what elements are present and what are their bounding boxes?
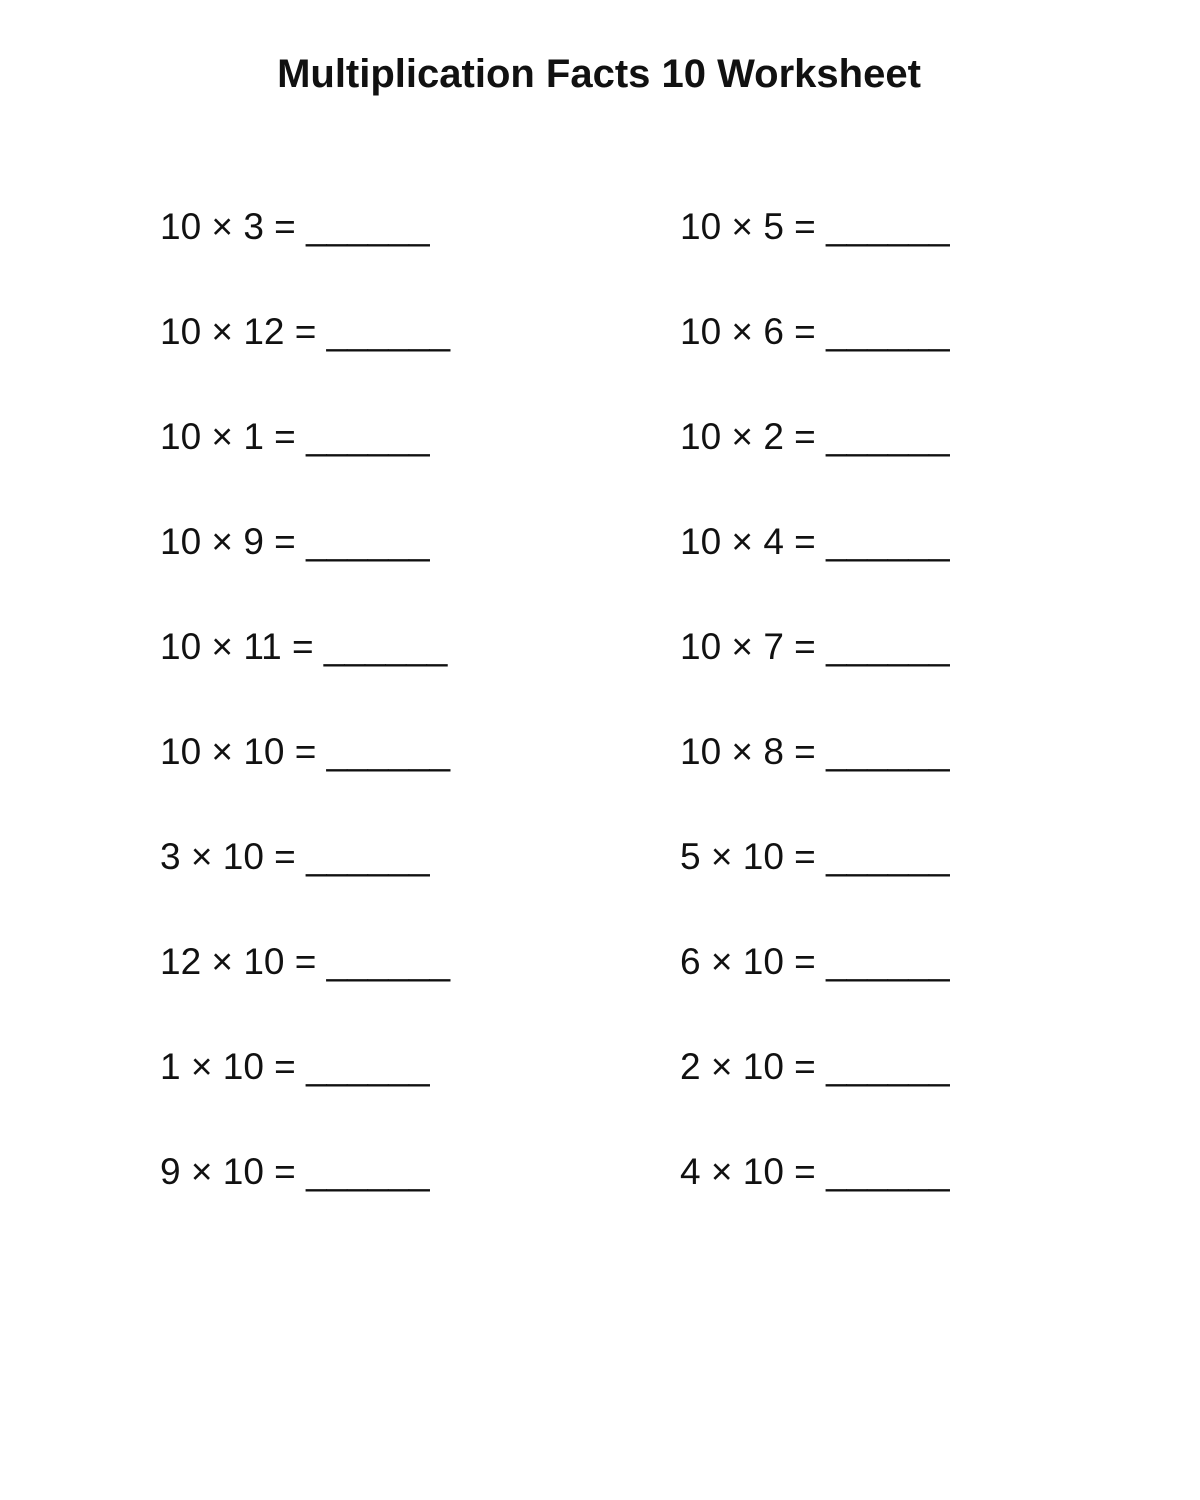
problem-expression: 10 × 8 =: [680, 731, 827, 772]
problem-expression: 2 × 10 =: [680, 1046, 827, 1087]
answer-blank: ______: [826, 941, 950, 982]
answer-blank: ______: [826, 1046, 950, 1087]
problem-expression: 1 × 10 =: [160, 1046, 307, 1087]
problem-grid: [160, 201, 1060, 1251]
answer-blank: ______: [826, 521, 950, 562]
problem-expression: 4 × 10 =: [680, 1151, 827, 1192]
problem-right: [680, 1146, 1060, 1251]
answer-blank: ______: [826, 836, 950, 877]
answer-blank: ______: [826, 416, 950, 457]
problem-right: [680, 726, 1060, 831]
answer-blank: ______: [826, 626, 950, 667]
problem-left: [160, 936, 680, 1041]
answer-blank: ______: [306, 416, 430, 457]
problem-expression: 5 × 10 =: [680, 836, 827, 877]
problem-right: [680, 411, 1060, 516]
problem-expression: 10 × 10 =: [160, 731, 327, 772]
problem-right: [680, 306, 1060, 411]
answer-blank: ______: [826, 311, 950, 352]
answer-blank: ______: [326, 311, 451, 352]
answer-blank: ______: [306, 836, 430, 877]
problem-right: [680, 516, 1060, 621]
problem-expression: 3 × 10 =: [160, 836, 307, 877]
problem-right: [680, 621, 1060, 726]
problem-left: [160, 621, 680, 726]
problem-expression: 10 × 5 =: [680, 206, 827, 247]
problem-right: [680, 936, 1060, 1041]
problem-left: [160, 411, 680, 516]
problem-expression: 10 × 2 =: [680, 416, 827, 457]
problem-left: [160, 1041, 680, 1146]
problem-left: [160, 306, 680, 411]
problem-expression: 9 × 10 =: [160, 1151, 307, 1192]
problem-right: [680, 201, 1060, 306]
problem-right: [680, 1041, 1060, 1146]
answer-blank: ______: [306, 1151, 430, 1192]
answer-blank: ______: [826, 1151, 950, 1192]
problem-right: [680, 831, 1060, 936]
problem-expression: 10 × 9 =: [160, 521, 307, 562]
problem-expression: 6 × 10 =: [680, 941, 827, 982]
problem-left: [160, 201, 680, 306]
problem-left: [160, 831, 680, 936]
answer-blank: ______: [323, 626, 448, 667]
page-title: Multiplication Facts 10 Worksheet: [277, 52, 921, 96]
problem-expression: 10 × 12 =: [160, 311, 327, 352]
problem-expression: 10 × 11 =: [160, 626, 324, 667]
answer-blank: ______: [326, 731, 451, 772]
answer-blank: ______: [306, 1046, 430, 1087]
problem-expression: 10 × 7 =: [680, 626, 827, 667]
problem-expression: 10 × 3 =: [160, 206, 307, 247]
problem-left: [160, 1146, 680, 1251]
problem-left: [160, 516, 680, 621]
problem-expression: 10 × 1 =: [160, 416, 307, 457]
problem-expression: 10 × 4 =: [680, 521, 827, 562]
answer-blank: ______: [326, 941, 451, 982]
answer-blank: ______: [306, 206, 430, 247]
problem-left: [160, 726, 680, 831]
problem-expression: 10 × 6 =: [680, 311, 827, 352]
answer-blank: ______: [306, 521, 430, 562]
answer-blank: ______: [826, 206, 950, 247]
answer-blank: ______: [826, 731, 950, 772]
problem-expression: 12 × 10 =: [160, 941, 327, 982]
